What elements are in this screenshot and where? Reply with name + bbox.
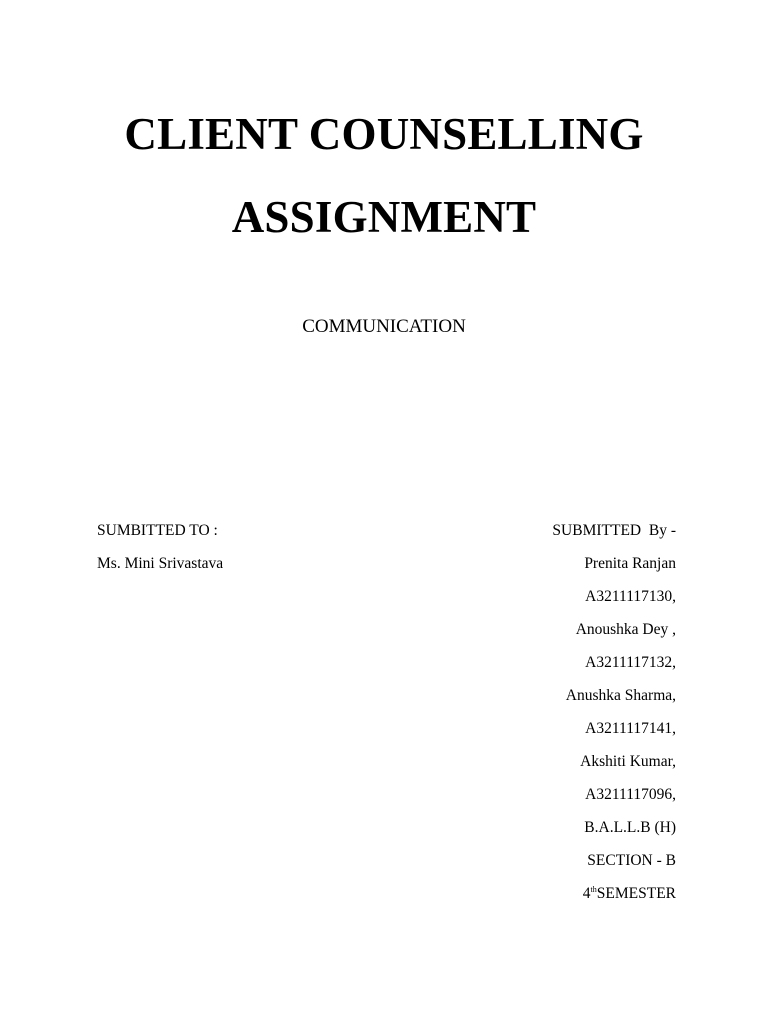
semester-word: SEMESTER	[596, 885, 676, 902]
semester-number: 4	[582, 885, 591, 902]
submitted-by-line: Anoushka Dey ,	[575, 621, 676, 638]
semester-ordinal-suffix: th	[590, 885, 597, 894]
submitted-by-line: Prenita Ranjan	[584, 555, 676, 572]
submitted-by-line: Akshiti Kumar,	[580, 753, 676, 770]
submitted-by-line: A3211117130,	[585, 588, 676, 605]
submitted-by-line: SECTION - B	[587, 852, 676, 869]
submitted-by-label: SUBMITTED By -	[552, 522, 676, 539]
document-title-line-1: CLIENT COUNSELLING	[124, 109, 644, 159]
submitted-to-name: Ms. Mini Srivastava	[97, 555, 224, 572]
submitted-by-block	[376, 523, 676, 919]
submitted-to-block	[97, 523, 223, 589]
submitted-by-line: A3211117141,	[585, 720, 676, 737]
document-subtitle: COMMUNICATION	[302, 316, 466, 337]
submitted-by-line: A3211117132,	[585, 654, 676, 671]
submitted-by-line: Anushka Sharma,	[565, 687, 676, 704]
document-title-line-2: ASSIGNMENT	[231, 192, 537, 242]
submitted-by-line: B.A.L.L.B (H)	[584, 819, 676, 836]
semester-line	[376, 886, 676, 919]
submitted-to-label: SUMBITTED TO :	[97, 522, 218, 539]
submitted-by-line: A3211117096,	[585, 786, 676, 803]
